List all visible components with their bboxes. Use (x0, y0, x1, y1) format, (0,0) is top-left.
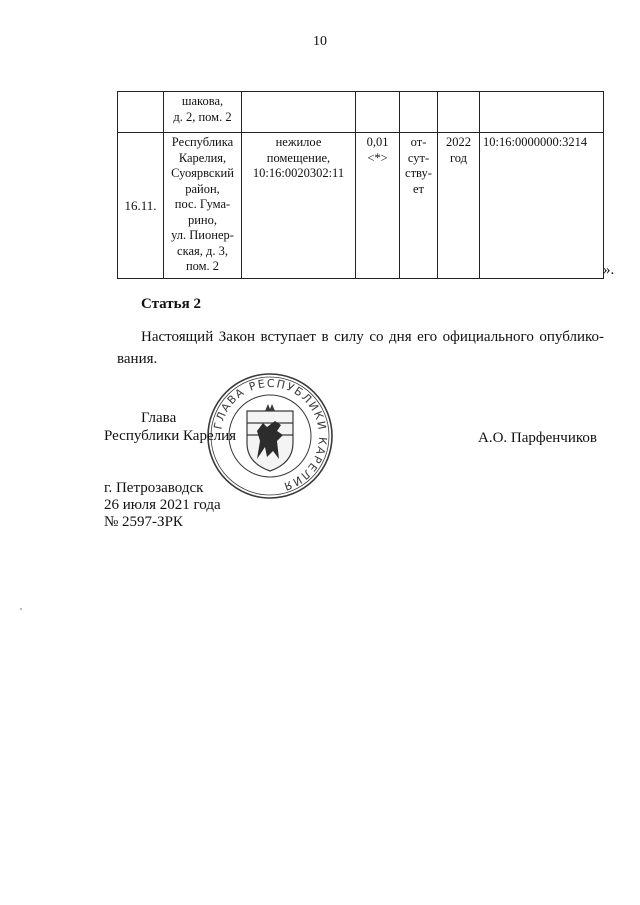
table-cell (400, 92, 438, 133)
description-line: помещение, (266, 150, 331, 165)
page-number: 10 (313, 34, 327, 49)
address-line: ул. Пионер- (171, 228, 234, 242)
article-body (117, 326, 604, 370)
closing-quote: ». (603, 262, 615, 278)
address-line: Республика (171, 135, 234, 149)
year-line: год (449, 150, 468, 165)
description-line: нежилое (275, 135, 322, 149)
table-cell-address (164, 92, 242, 133)
signer-name: А.О. Парфенчиков (478, 430, 597, 446)
article-heading: Статья 2 (141, 296, 201, 312)
row-number: 16.11. (118, 133, 164, 279)
year-line: 2022 (446, 135, 471, 149)
place-and-date (104, 480, 221, 531)
address-line: пом. 2 (185, 259, 220, 273)
address-line: Суоярвский (171, 166, 234, 180)
status-line: сут- (407, 150, 430, 165)
address-line: район, (185, 181, 220, 196)
table-cell-year (438, 133, 480, 279)
svg-text:ГЛАВА РЕСПУБЛИКИ КАРЕЛИЯ: ГЛАВА РЕСПУБЛИКИ КАРЕЛИЯ (211, 376, 330, 494)
article-body-line: Настоящий Закон вступает в силу со дня его официального опублико- (141, 329, 604, 345)
property-table (117, 91, 604, 279)
address-line: Карелия, (178, 150, 227, 165)
table-cell-status (400, 133, 438, 279)
signer-title: Глава (141, 410, 177, 426)
article-body-line: вания. (117, 351, 158, 367)
table-row (118, 133, 604, 279)
area-line: 0,01 (366, 135, 389, 149)
table-cell (480, 92, 604, 133)
table-cell (118, 92, 164, 133)
table-cell-area (356, 133, 400, 279)
table-cell (356, 92, 400, 133)
city: г. Петрозаводск (104, 480, 204, 496)
area-line: <*> (367, 150, 388, 165)
law-number: № 2597-ЗРК (104, 514, 183, 530)
date: 26 июля 2021 года (104, 497, 221, 513)
table-row-continuation (118, 92, 604, 133)
table-cell-description (242, 133, 356, 279)
address-line: пос. Гума- (174, 197, 231, 211)
margin-mark (20, 608, 22, 610)
status-line: от- (410, 135, 427, 149)
address-line: ская, д. 3, (177, 243, 228, 258)
status-line: ству- (405, 166, 432, 180)
description-line: 10:16:0020302:11 (252, 166, 345, 180)
address-line: шакова, (181, 94, 224, 108)
status-line: ет (412, 181, 424, 196)
address-line: д. 2, пом. 2 (173, 109, 232, 124)
signer-organization: Республики Карелия (104, 428, 237, 444)
address-line: рино, (187, 212, 217, 227)
table-cell-cadastral-number: 10:16:0000000:3214 (480, 133, 604, 279)
table-cell-address (164, 133, 242, 279)
table-cell (242, 92, 356, 133)
table-cell (438, 92, 480, 133)
